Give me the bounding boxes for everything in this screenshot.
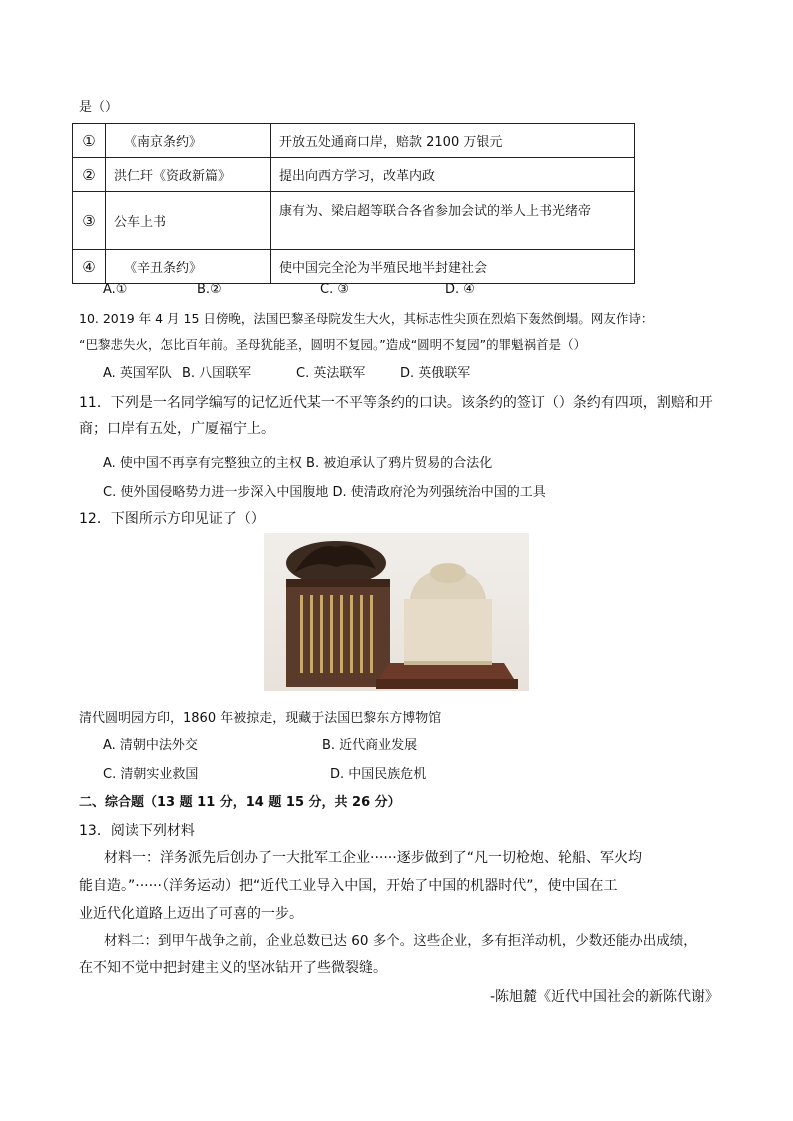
material-2-line2: 在不知不觉中把封建主义的坚冰钻开了些微裂缝。	[79, 960, 387, 976]
row-number: ①	[73, 124, 106, 158]
section-heading: 二、综合题（13 题 11 分，14 题 15 分，共 26 分）	[79, 795, 401, 810]
row-item: 公车上书	[106, 192, 271, 250]
q9-option-b: B.②	[197, 282, 222, 297]
q10-stem-line1: 10. 2019 年 4 月 15 日傍晚，法国巴黎圣母院发生大火，其标志性尖顶在烈焰下轰然倒塌。网友作诗：	[79, 311, 654, 326]
row-content: 开放五处通商口岸，赔款 2100 万银元	[271, 124, 635, 158]
q12-image-caption: 清代圆明园方印，1860 年被掠走，现藏于法国巴黎东方博物馆	[79, 711, 442, 726]
q12-option-b: B. 近代商业发展	[322, 738, 418, 753]
row-content: 使中国完全沦为半殖民地半封建社会	[271, 250, 635, 284]
seals-illustration	[264, 533, 529, 691]
source-citation: -陈旭麓《近代中国社会的新陈代谢》	[490, 989, 720, 1005]
q10-option-d: D. 英俄联军	[400, 366, 471, 381]
table-row	[73, 158, 635, 192]
q10-option-a: A. 英国军队	[103, 366, 172, 381]
imperial-seals-photo	[264, 533, 529, 691]
q12-option-c: C. 清朝实业救国	[103, 767, 199, 782]
material-1-line3: 业近代化道路上迈出了可喜的一步。	[79, 906, 303, 922]
question-tail: 是（）	[79, 100, 119, 115]
q11-stem-line2: 商；口岸有五处，广厦福宁上。	[79, 421, 275, 437]
row-content: 康有为、梁启超等联合各省参加会试的举人上书光绪帝	[271, 192, 635, 250]
q11-options-ab: A. 使中国不再享有完整独立的主权 B. 被迫承认了鸦片贸易的合法化	[103, 456, 493, 471]
q11-options-cd: C. 使外国侵略势力进一步深入中国腹地 D. 使清政府沦为列强统治中国的工具	[103, 485, 546, 500]
material-1-line2: 能自造。”······（洋务运动）把“近代工业导入中国，开始了中国的机器时代”，使中国在工	[79, 878, 618, 894]
row-content: 提出向西方学习，改革内政	[271, 158, 635, 192]
q10-stem-line2: “巴黎悲失火，怎比百年前。圣母犹能圣，圆明不复园。”造成“圆明不复园”的罪魁祸首是（）	[79, 337, 587, 352]
q12-option-a: A. 清朝中法外交	[103, 738, 198, 753]
q9-option-c: C. ③	[320, 282, 349, 297]
table-row	[73, 124, 635, 158]
table-row	[73, 192, 635, 250]
material-1-line1: 材料一：洋务派先后创办了一大批军工企业······逐步做到了“凡一切枪炮、轮船、军火均	[104, 850, 642, 866]
row-item: 《辛丑条约》	[106, 250, 271, 284]
row-number: ③	[73, 192, 106, 250]
row-item: 《南京条约》	[106, 124, 271, 158]
q9-option-d: D. ④	[445, 282, 475, 297]
treaty-table	[72, 123, 635, 284]
q10-option-c: C. 英法联军	[296, 366, 366, 381]
q9-option-a: A.①	[103, 282, 128, 297]
q12-option-d: D. 中国民族危机	[330, 767, 427, 782]
table-row	[73, 250, 635, 284]
q11-stem-line1: 11．下列是一名同学编写的记忆近代某一不平等条约的口诀。该条约的签订（）条约有四项，割赔和开	[79, 395, 713, 411]
row-number: ④	[73, 250, 106, 284]
material-2-line1: 材料二：到甲午战争之前，企业总数已达 60 多个。这些企业，多有拒洋动机，少数还能办出成绩，	[104, 933, 697, 949]
q10-option-b: B. 八国联军	[182, 366, 252, 381]
q12-stem: 12．下图所示方印见证了（）	[79, 511, 265, 527]
row-item: 洪仁玕《资政新篇》	[106, 158, 271, 192]
row-number: ②	[73, 158, 106, 192]
q13-stem: 13．阅读下列材料	[79, 823, 195, 839]
